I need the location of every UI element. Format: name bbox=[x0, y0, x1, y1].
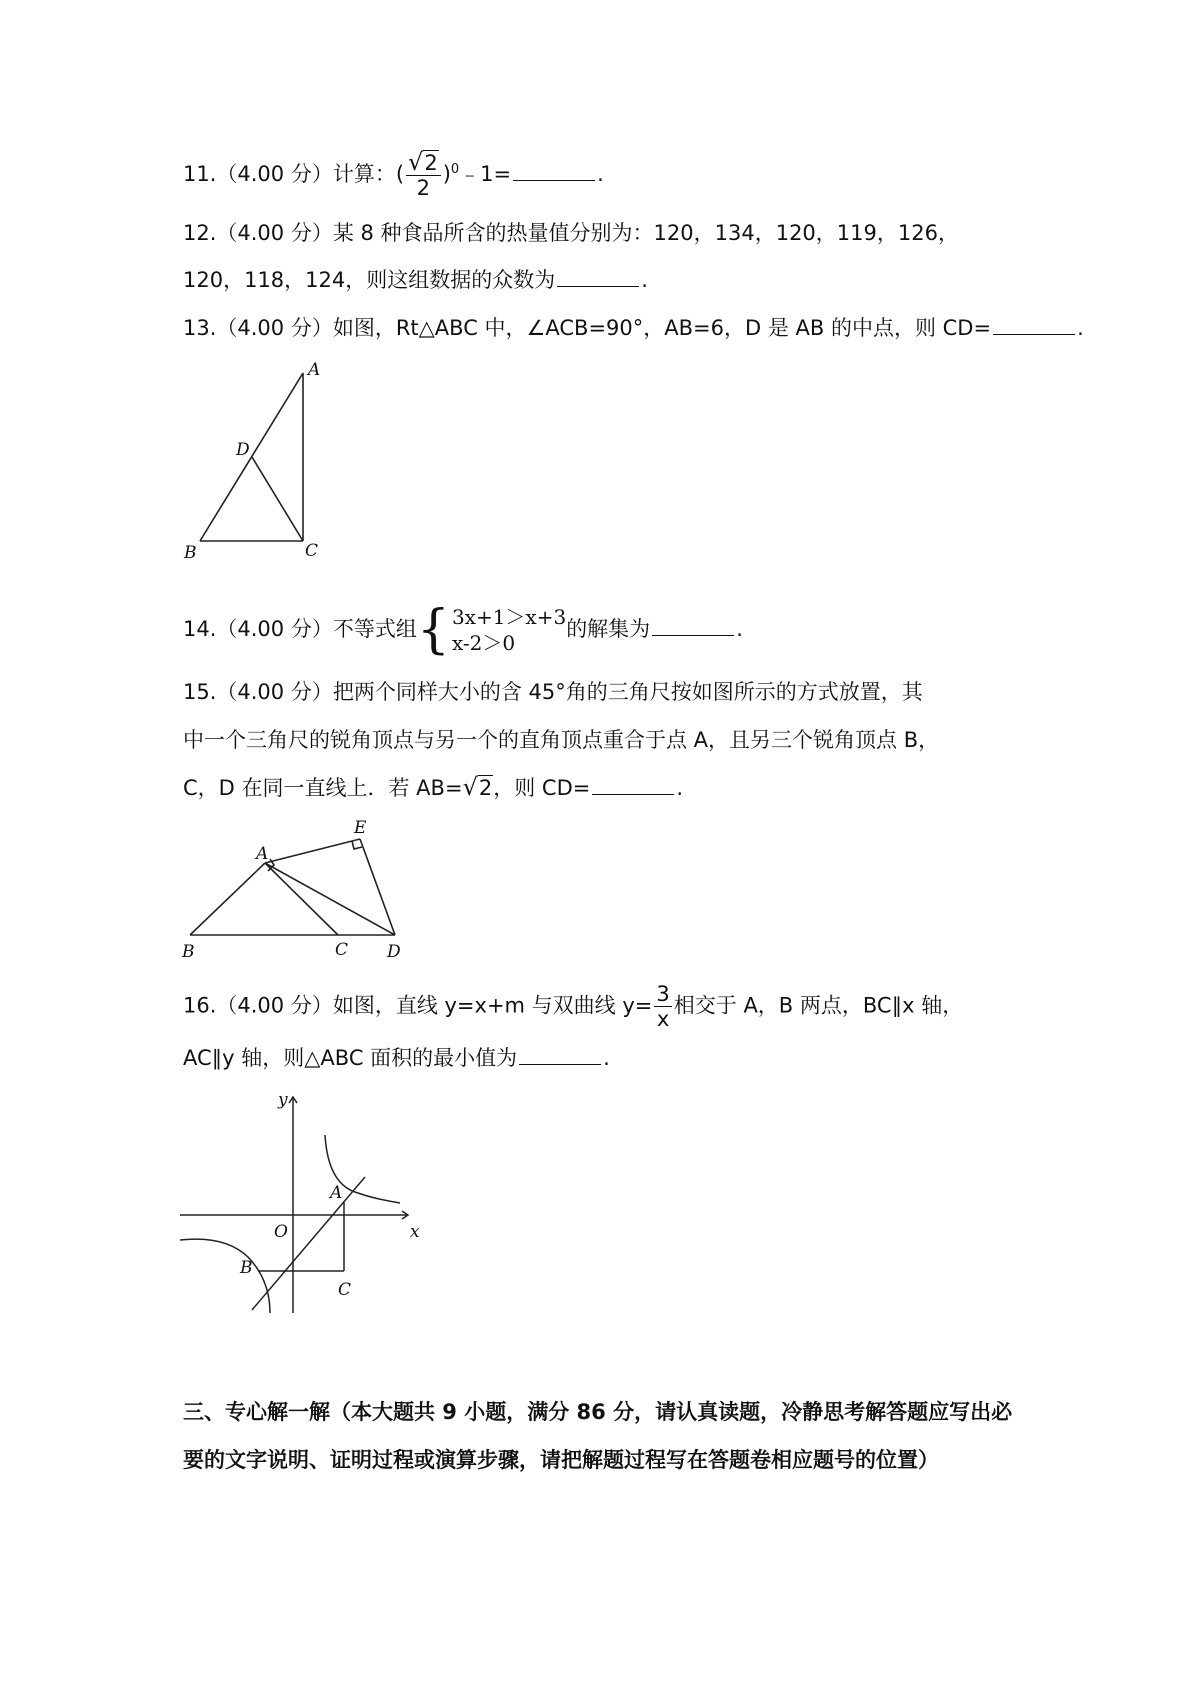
q13-end: . bbox=[1077, 316, 1084, 340]
question-12-line2 bbox=[183, 265, 648, 295]
segment-cd bbox=[252, 457, 303, 541]
q11-radicand: 2 bbox=[424, 151, 438, 175]
answer-blank[interactable] bbox=[652, 615, 734, 636]
q11-denominator: 2 bbox=[416, 176, 431, 200]
answer-blank[interactable] bbox=[557, 266, 639, 287]
q11-fraction: √ 2 2 bbox=[406, 150, 441, 200]
q11-suffix: ﹣1= bbox=[459, 162, 512, 186]
label-a: A bbox=[330, 1183, 343, 1203]
label-b: B bbox=[184, 543, 197, 563]
question-11 bbox=[183, 150, 604, 200]
q14-end: . bbox=[736, 617, 743, 641]
question-15-line1: 15.（4.00 分）把两个同样大小的含 45°角的三角尺按如图所示的方式放置，其 bbox=[183, 680, 923, 704]
label-e: E bbox=[354, 818, 367, 838]
q15-sqrt: √ 2 bbox=[462, 773, 493, 801]
label-a: A bbox=[308, 360, 321, 380]
label-c: C bbox=[335, 940, 349, 960]
section-3-heading: 三、专心解一解（本大题共 9 小题，满分 86 分，请认真读题，冷静思考解答题应写出必要的文字说明、证明过程或演算步骤，请把解题过程写在答题卷相应题号的位置） bbox=[183, 1400, 1013, 1472]
q15-line3-prefix: C，D 在同一直线上．若 AB= bbox=[183, 776, 463, 800]
question-14 bbox=[183, 600, 743, 660]
q16-line2-text: AC∥y 轴，则△ABC 面积的最小值为 bbox=[183, 1046, 518, 1070]
q16-line1-suffix: 相交于 A，B 两点，BC∥x 轴， bbox=[673, 993, 964, 1018]
q15-triangles-figure bbox=[170, 805, 420, 965]
inequality-system: { 3x+1＞x+3 x-2＞0 bbox=[416, 600, 567, 660]
q12-line2-text: 120，118，124，则这组数据的众数为 bbox=[183, 268, 556, 292]
label-b: B bbox=[182, 942, 195, 962]
side-ab bbox=[190, 863, 265, 935]
label-y: y bbox=[278, 1090, 288, 1110]
q16-line1-prefix: 16.（4.00 分）如图，直线 y=x+m 与双曲线 y= bbox=[183, 993, 653, 1018]
label-o: O bbox=[274, 1222, 288, 1242]
q12-end: . bbox=[641, 268, 648, 292]
q16-fraction bbox=[654, 982, 671, 1031]
question-12-line1: 12.（4.00 分）某 8 种食品所含的热量值分别为：120，134，120，119，126， bbox=[183, 221, 959, 245]
answer-blank[interactable] bbox=[513, 160, 595, 181]
label-x: x bbox=[410, 1222, 420, 1242]
q14-row1: 3x+1＞x+3 bbox=[451, 605, 567, 629]
q13-triangle-figure bbox=[170, 355, 330, 565]
q14-row2: x-2＞0 bbox=[451, 631, 516, 655]
q11-prefix: 11.（4.00 分）计算：( bbox=[183, 162, 405, 186]
q13-text: 13.（4.00 分）如图，Rt△ABC 中，∠ACB=90°，AB=6，D 是 AB 的中点，则 CD= bbox=[183, 316, 992, 340]
label-d: D bbox=[387, 942, 401, 962]
q11-close: ) bbox=[442, 162, 451, 186]
q14-suffix: 的解集为 bbox=[566, 617, 651, 641]
question-15-line2: 中一个三角尺的锐角顶点与另一个的直角顶点重合于点 A，且另三个锐角顶点 B， bbox=[183, 728, 940, 752]
label-c: C bbox=[338, 1280, 352, 1300]
q11-end: . bbox=[597, 162, 604, 186]
label-b: B bbox=[240, 1258, 253, 1278]
side-ac bbox=[265, 863, 338, 935]
side-ad bbox=[265, 863, 395, 935]
question-16-line2 bbox=[183, 1043, 610, 1073]
question-13 bbox=[183, 313, 1084, 343]
q16-end: . bbox=[603, 1046, 610, 1070]
q14-prefix: 14.（4.00 分）不等式组 bbox=[183, 617, 417, 641]
q15-end: . bbox=[676, 776, 684, 800]
label-c: C bbox=[305, 541, 319, 561]
hyperbola-branch-2 bbox=[180, 1239, 270, 1313]
q16-frac-num: 3 bbox=[656, 982, 670, 1006]
q15-radicand: 2 bbox=[478, 776, 493, 800]
question-16-line1 bbox=[183, 982, 963, 1031]
side-ae bbox=[265, 839, 360, 863]
answer-blank[interactable] bbox=[592, 774, 674, 795]
q16-frac-den: x bbox=[656, 1007, 670, 1031]
q15-line3-suffix: ，则 CD= bbox=[493, 776, 591, 800]
question-15-line3 bbox=[183, 773, 683, 803]
answer-blank[interactable] bbox=[993, 314, 1075, 335]
label-a: A bbox=[256, 844, 269, 864]
q16-graph-figure bbox=[170, 1085, 430, 1325]
side-ed bbox=[360, 839, 395, 935]
answer-blank[interactable] bbox=[519, 1044, 601, 1065]
label-d: D bbox=[236, 440, 250, 460]
q11-exponent: 0 bbox=[450, 162, 460, 177]
